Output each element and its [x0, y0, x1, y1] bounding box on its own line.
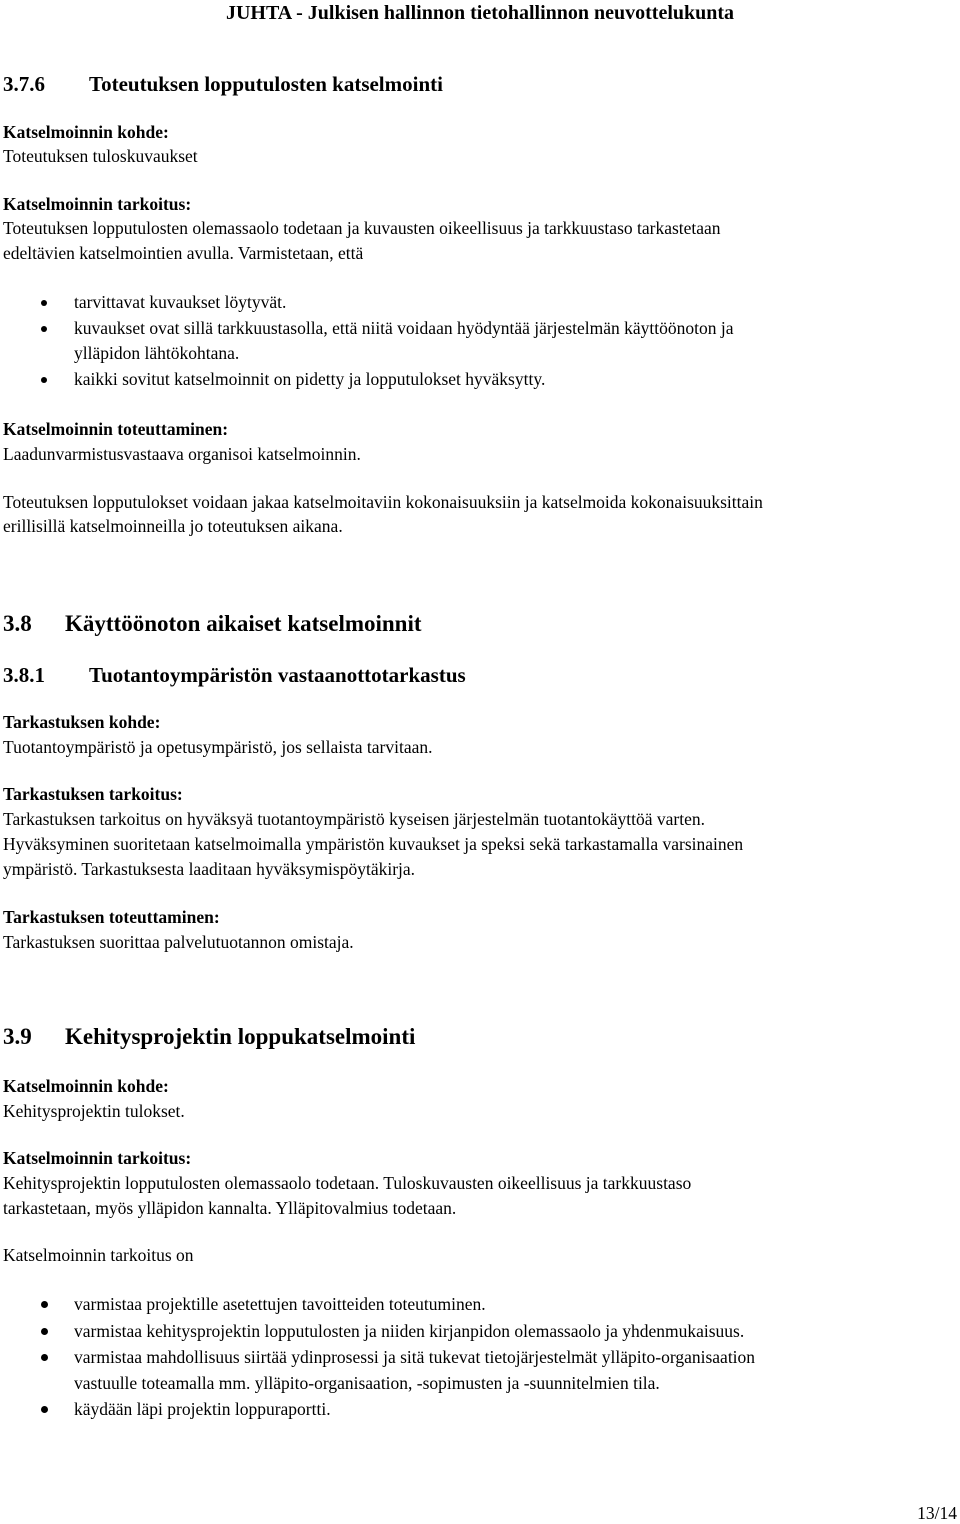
list-item: varmistaa mahdollisuus siirtää ydinprosessi ja sitä tukevat tietojärjestelmät ylläpito-organisaation [3, 1345, 960, 1370]
heading-3-7-6 [3, 70, 910, 98]
bullet-list [3, 316, 960, 341]
heading-title: Tuotantoympäristön vastaanottotarkastus [89, 663, 466, 687]
bullet-list [3, 290, 960, 315]
kohde-label: Katselmoinnin kohde: [3, 122, 169, 142]
tarkoitus-line: tarkastetaan, myös ylläpidon kannalta. Ylläpitovalmius todetaan. [3, 1198, 457, 1218]
intro-text: Katselmoinnin tarkoitus on [3, 1245, 194, 1265]
paragraph-line: erillisillä katselmoinneilla jo toteutuksen aikana. [3, 516, 343, 536]
kohde-label: Tarkastuksen kohde: [3, 712, 161, 732]
bullet-list [3, 1397, 960, 1422]
list-item: kuvaukset ovat sillä tarkkuustasolla, että niitä voidaan hyödyntää järjestelmän käyttöönoton ja [3, 316, 960, 341]
tarkoitus-line: Hyväksyminen suoritetaan katselmoimalla ympäristön kuvaukset ja speksi sekä tarkastamalla varsinainen [3, 834, 744, 854]
tarkoitus-line: Toteutuksen lopputulosten olemassaolo todetaan ja kuvausten oikeellisuus ja tarkkuustaso tarkastetaan [3, 218, 721, 238]
kohde-text: Tuotantoympäristö ja opetusympäristö, jos sellaista tarvitaan. [3, 737, 433, 757]
heading-3-8-1 [3, 661, 910, 689]
list-item: varmistaa kehitysprojektin lopputulosten ja niiden kirjanpidon olemassaolo ja yhdenmukaisuus. [3, 1319, 960, 1344]
tarkoitus-line: ympäristö. Tarkastuksesta laaditaan hyväksymispöytäkirja. [3, 859, 416, 879]
kohde-text: Kehitysprojektin tulokset. [3, 1101, 185, 1121]
kohde-text: Toteutuksen tuloskuvaukset [3, 146, 198, 166]
list-item: tarvittavat kuvaukset löytyvät. [3, 290, 960, 315]
heading-title: Käyttöönoton aikaiset katselmoinnit [65, 611, 422, 636]
heading-number: 3.7.6 [3, 72, 45, 96]
kohde-label: Katselmoinnin kohde: [3, 1076, 169, 1096]
tarkoitus-label: Tarkastuksen tarkoitus: [3, 784, 183, 804]
toteuttaminen-label: Tarkastuksen toteuttaminen: [3, 907, 220, 927]
heading-title: Kehitysprojektin loppukatselmointi [65, 1024, 416, 1049]
heading-number: 3.8 [3, 611, 32, 636]
list-item-continuation: vastuulle toteamalla mm. ylläpito-organisaation, -sopimusten ja -suunnitelmien tila. [74, 1373, 660, 1393]
heading-number: 3.8.1 [3, 663, 45, 687]
list-item-continuation: ylläpidon lähtökohtana. [74, 343, 240, 363]
bullet-list [3, 367, 960, 392]
list-item: kaikki sovitut katselmoinnit on pidetty ja lopputulokset hyväksytty. [3, 367, 960, 392]
bullet-list [3, 1319, 960, 1344]
list-item: varmistaa projektille asetettujen tavoitteiden toteutuminen. [3, 1292, 960, 1317]
heading-number: 3.9 [3, 1024, 32, 1049]
page-number: 13/14 [917, 1503, 957, 1523]
paragraph-line: Toteutuksen lopputulokset voidaan jakaa katselmoitaviin kokonaisuuksiin ja katselmoida kokonaisuuksittain [3, 492, 763, 512]
tarkoitus-line: Kehitysprojektin lopputulosten olemassaolo todetaan. Tuloskuvausten oikeellisuus ja tarkkuustaso [3, 1173, 692, 1193]
tarkoitus-label: Katselmoinnin tarkoitus: [3, 194, 192, 214]
toteuttaminen-text: Tarkastuksen suorittaa palvelutuotannon omistaja. [3, 932, 354, 952]
bullet-list [3, 1345, 960, 1370]
tarkoitus-label: Katselmoinnin tarkoitus: [3, 1148, 192, 1168]
list-item: käydään läpi projektin loppuraportti. [3, 1397, 960, 1422]
bullet-list [3, 1292, 960, 1317]
page-header: JUHTA - Julkisen hallinnon tietohallinnon neuvottelukunta [225, 2, 735, 24]
heading-title: Toteutuksen lopputulosten katselmointi [89, 72, 443, 96]
tarkoitus-line: Tarkastuksen tarkoitus on hyväksyä tuotantoympäristö kyseisen järjestelmän tuotantokäyttöä varten. [3, 809, 706, 829]
toteuttaminen-text: Laadunvarmistusvastaava organisoi katselmoinnin. [3, 444, 361, 464]
heading-3-8 [3, 609, 910, 639]
heading-3-9 [3, 1022, 910, 1052]
tarkoitus-line: edeltävien katselmointien avulla. Varmistetaan, että [3, 243, 364, 263]
toteuttaminen-label: Katselmoinnin toteuttaminen: [3, 419, 229, 439]
